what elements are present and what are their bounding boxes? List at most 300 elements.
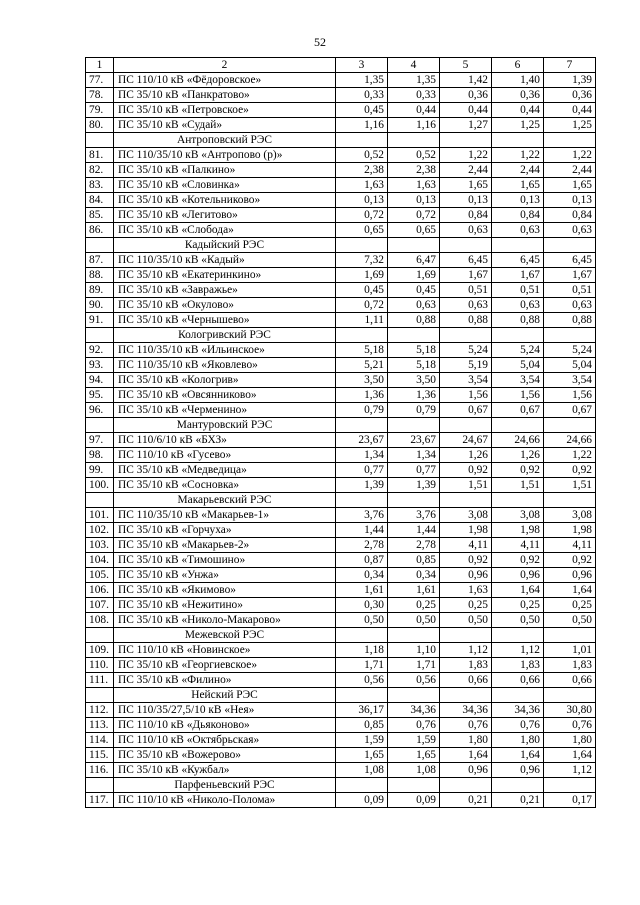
substation-name: ПС 35/10 кВ «Георгиевское» [114,658,336,673]
value-col-3: 1,36 [336,388,388,403]
group-header-row [86,688,596,703]
group-empty-cell [492,628,544,643]
value-col-7: 5,04 [544,358,596,373]
table-row [86,463,596,478]
value-col-3: 1,71 [336,658,388,673]
row-number: 97. [86,433,114,448]
value-col-3: 0,72 [336,298,388,313]
value-col-3: 0,79 [336,403,388,418]
row-number: 92. [86,343,114,358]
value-col-7: 1,83 [544,658,596,673]
value-col-6: 0,92 [492,553,544,568]
substation-name: ПС 35/10 кВ «Завражье» [114,283,336,298]
value-col-5: 0,76 [440,718,492,733]
substation-name: ПС 35/10 кВ «Черменино» [114,403,336,418]
value-col-3: 1,34 [336,448,388,463]
group-empty-cell [86,688,114,703]
substation-name: ПС 110/10 кВ «Фёдоровское» [114,73,336,88]
value-col-3: 0,13 [336,193,388,208]
value-col-4: 1,59 [388,733,440,748]
value-col-3: 1,16 [336,118,388,133]
group-empty-cell [492,238,544,253]
value-col-5: 0,96 [440,568,492,583]
value-col-3: 0,34 [336,568,388,583]
value-col-7: 1,67 [544,268,596,283]
substation-name: ПС 35/10 кВ «Николо-Макарово» [114,613,336,628]
value-col-5: 0,63 [440,223,492,238]
district-name: Антроповский РЭС [114,133,336,148]
group-empty-cell [86,238,114,253]
value-col-4: 0,52 [388,148,440,163]
value-col-5: 1,80 [440,733,492,748]
value-col-4: 2,78 [388,538,440,553]
group-empty-cell [544,238,596,253]
table-row [86,763,596,778]
substation-name: ПС 110/35/10 кВ «Ильинское» [114,343,336,358]
value-col-7: 0,13 [544,193,596,208]
table-row [86,793,596,808]
header-cell-col-3: 3 [336,58,388,73]
table-body [86,58,596,808]
value-col-7: 0,51 [544,283,596,298]
value-col-3: 1,65 [336,748,388,763]
group-empty-cell [336,133,388,148]
group-empty-cell [336,688,388,703]
table-row [86,298,596,313]
row-number: 112. [86,703,114,718]
value-col-6: 0,67 [492,403,544,418]
value-col-5: 24,67 [440,433,492,448]
table-row [86,703,596,718]
row-number: 88. [86,268,114,283]
district-name: Кологривский РЭС [114,328,336,343]
group-empty-cell [492,418,544,433]
value-col-7: 4,11 [544,538,596,553]
substation-name: ПС 35/10 кВ «Словинка» [114,178,336,193]
table-row [86,313,596,328]
row-number: 87. [86,253,114,268]
value-col-3: 1,44 [336,523,388,538]
row-number: 81. [86,148,114,163]
substation-name: ПС 35/10 кВ «Кологрив» [114,373,336,388]
value-col-5: 1,26 [440,448,492,463]
value-col-3: 1,39 [336,478,388,493]
value-col-5: 1,51 [440,478,492,493]
value-col-5: 1,63 [440,583,492,598]
substation-name: ПС 35/10 кВ «Тимошино» [114,553,336,568]
row-number: 85. [86,208,114,223]
group-empty-cell [336,418,388,433]
substation-name: ПС 35/10 кВ «Медведица» [114,463,336,478]
table-row [86,658,596,673]
row-number: 114. [86,733,114,748]
value-col-7: 1,64 [544,748,596,763]
value-col-4: 1,61 [388,583,440,598]
value-col-3: 23,67 [336,433,388,448]
value-col-4: 0,09 [388,793,440,808]
value-col-3: 0,52 [336,148,388,163]
substation-load-table [85,57,596,808]
value-col-3: 2,78 [336,538,388,553]
table-row [86,748,596,763]
group-empty-cell [336,493,388,508]
row-number: 77. [86,73,114,88]
value-col-6: 5,24 [492,343,544,358]
substation-name: ПС 35/10 кВ «Окулово» [114,298,336,313]
value-col-3: 1,69 [336,268,388,283]
group-empty-cell [544,778,596,793]
group-empty-cell [388,328,440,343]
table-row [86,73,596,88]
value-col-4: 1,34 [388,448,440,463]
table-row [86,403,596,418]
value-col-5: 1,22 [440,148,492,163]
table-row [86,583,596,598]
value-col-5: 0,51 [440,283,492,298]
row-number: 78. [86,88,114,103]
group-empty-cell [544,688,596,703]
value-col-4: 1,39 [388,478,440,493]
table-row [86,193,596,208]
value-col-7: 0,66 [544,673,596,688]
value-col-7: 0,92 [544,553,596,568]
group-empty-cell [86,133,114,148]
row-number: 80. [86,118,114,133]
group-empty-cell [492,328,544,343]
table-row [86,253,596,268]
value-col-3: 1,18 [336,643,388,658]
table-row [86,673,596,688]
value-col-7: 3,08 [544,508,596,523]
value-col-6: 1,64 [492,748,544,763]
value-col-7: 0,25 [544,598,596,613]
value-col-7: 1,98 [544,523,596,538]
value-col-6: 1,22 [492,148,544,163]
substation-name: ПС 110/10 кВ «Новинское» [114,643,336,658]
value-col-4: 5,18 [388,343,440,358]
value-col-6: 1,26 [492,448,544,463]
group-empty-cell [440,778,492,793]
value-col-3: 0,09 [336,793,388,808]
table-row [86,733,596,748]
table-row [86,163,596,178]
group-empty-cell [492,133,544,148]
value-col-3: 2,38 [336,163,388,178]
value-col-5: 6,45 [440,253,492,268]
value-col-6: 1,98 [492,523,544,538]
group-header-row [86,778,596,793]
row-number: 90. [86,298,114,313]
value-col-4: 0,79 [388,403,440,418]
value-col-7: 0,63 [544,223,596,238]
value-col-3: 0,50 [336,613,388,628]
group-empty-cell [544,493,596,508]
row-number: 100. [86,478,114,493]
value-col-5: 1,42 [440,73,492,88]
value-col-5: 1,12 [440,643,492,658]
value-col-4: 1,65 [388,748,440,763]
substation-name: ПС 110/10 кВ «Николо-Полома» [114,793,336,808]
value-col-7: 0,76 [544,718,596,733]
value-col-5: 0,88 [440,313,492,328]
value-col-6: 0,92 [492,463,544,478]
value-col-5: 1,98 [440,523,492,538]
value-col-7: 1,01 [544,643,596,658]
table-row [86,103,596,118]
table-row [86,358,596,373]
value-col-6: 0,88 [492,313,544,328]
group-empty-cell [440,238,492,253]
table-row [86,448,596,463]
value-col-6: 34,36 [492,703,544,718]
substation-load-table-container [85,57,596,808]
group-empty-cell [544,628,596,643]
row-number: 116. [86,763,114,778]
value-col-6: 1,12 [492,643,544,658]
substation-name: ПС 35/10 кВ «Овсянниково» [114,388,336,403]
table-row [86,433,596,448]
value-col-7: 0,63 [544,298,596,313]
substation-name: ПС 35/10 кВ «Макарьев-2» [114,538,336,553]
value-col-7: 1,80 [544,733,596,748]
table-row [86,223,596,238]
table-row [86,268,596,283]
value-col-3: 3,76 [336,508,388,523]
value-col-5: 0,92 [440,463,492,478]
value-col-3: 0,45 [336,283,388,298]
value-col-4: 1,44 [388,523,440,538]
table-row [86,373,596,388]
value-col-7: 1,22 [544,148,596,163]
district-name: Нейский РЭС [114,688,336,703]
value-col-4: 0,45 [388,283,440,298]
substation-name: ПС 35/10 кВ «Котельниково» [114,193,336,208]
value-col-5: 3,08 [440,508,492,523]
row-number: 91. [86,313,114,328]
group-header-row [86,133,596,148]
group-empty-cell [492,493,544,508]
table-row [86,553,596,568]
value-col-5: 0,63 [440,298,492,313]
row-number: 79. [86,103,114,118]
value-col-4: 3,76 [388,508,440,523]
group-empty-cell [440,418,492,433]
value-col-4: 0,56 [388,673,440,688]
value-col-4: 0,85 [388,553,440,568]
row-number: 107. [86,598,114,613]
substation-name: ПС 35/10 кВ «Кужбал» [114,763,336,778]
table-row [86,508,596,523]
row-number: 108. [86,613,114,628]
row-number: 84. [86,193,114,208]
substation-name: ПС 35/10 кВ «Якимово» [114,583,336,598]
value-col-5: 1,56 [440,388,492,403]
row-number: 89. [86,283,114,298]
group-empty-cell [388,418,440,433]
group-empty-cell [388,628,440,643]
value-col-7: 0,36 [544,88,596,103]
group-empty-cell [492,778,544,793]
substation-name: ПС 110/35/10 кВ «Макарьев-1» [114,508,336,523]
value-col-7: 3,54 [544,373,596,388]
row-number: 111. [86,673,114,688]
row-number: 82. [86,163,114,178]
value-col-6: 0,63 [492,298,544,313]
row-number: 83. [86,178,114,193]
row-number: 110. [86,658,114,673]
row-number: 105. [86,568,114,583]
value-col-7: 1,64 [544,583,596,598]
group-empty-cell [440,328,492,343]
value-col-4: 0,76 [388,718,440,733]
table-row [86,568,596,583]
value-col-6: 0,76 [492,718,544,733]
group-empty-cell [440,493,492,508]
row-number: 102. [86,523,114,538]
row-number: 103. [86,538,114,553]
value-col-6: 1,25 [492,118,544,133]
value-col-3: 0,56 [336,673,388,688]
substation-name: ПС 110/10 кВ «Гусево» [114,448,336,463]
header-cell-col-5: 5 [440,58,492,73]
group-empty-cell [336,778,388,793]
value-col-6: 6,45 [492,253,544,268]
row-number: 95. [86,388,114,403]
value-col-5: 1,83 [440,658,492,673]
value-col-7: 0,44 [544,103,596,118]
value-col-6: 3,54 [492,373,544,388]
group-empty-cell [544,418,596,433]
value-col-4: 0,65 [388,223,440,238]
value-col-6: 0,96 [492,568,544,583]
value-col-4: 0,77 [388,463,440,478]
value-col-5: 4,11 [440,538,492,553]
value-col-7: 6,45 [544,253,596,268]
value-col-3: 1,59 [336,733,388,748]
substation-name: ПС 110/35/10 кВ «Кадый» [114,253,336,268]
value-col-6: 0,36 [492,88,544,103]
value-col-3: 1,63 [336,178,388,193]
value-col-7: 0,50 [544,613,596,628]
value-col-7: 2,44 [544,163,596,178]
value-col-5: 1,67 [440,268,492,283]
table-row [86,283,596,298]
row-number: 94. [86,373,114,388]
value-col-7: 1,51 [544,478,596,493]
value-col-6: 0,25 [492,598,544,613]
value-col-7: 0,96 [544,568,596,583]
row-number: 106. [86,583,114,598]
value-col-5: 3,54 [440,373,492,388]
group-empty-cell [440,628,492,643]
value-col-4: 1,71 [388,658,440,673]
row-number: 86. [86,223,114,238]
value-col-4: 0,25 [388,598,440,613]
value-col-4: 1,36 [388,388,440,403]
value-col-3: 5,21 [336,358,388,373]
value-col-7: 0,17 [544,793,596,808]
substation-name: ПС 35/10 кВ «Палкино» [114,163,336,178]
group-empty-cell [336,628,388,643]
district-name: Кадыйский РЭС [114,238,336,253]
value-col-5: 1,65 [440,178,492,193]
group-empty-cell [388,493,440,508]
value-col-6: 5,04 [492,358,544,373]
substation-name: ПС 35/10 кВ «Унжа» [114,568,336,583]
value-col-5: 0,96 [440,763,492,778]
value-col-5: 1,64 [440,748,492,763]
table-row [86,613,596,628]
header-cell-col-2: 2 [114,58,336,73]
row-number: 104. [86,553,114,568]
group-empty-cell [544,328,596,343]
value-col-6: 0,63 [492,223,544,238]
header-cell-col-6: 6 [492,58,544,73]
table-row [86,343,596,358]
value-col-3: 0,65 [336,223,388,238]
value-col-4: 0,13 [388,193,440,208]
value-col-6: 0,50 [492,613,544,628]
value-col-4: 1,63 [388,178,440,193]
value-col-3: 5,18 [336,343,388,358]
value-col-4: 1,35 [388,73,440,88]
value-col-5: 0,67 [440,403,492,418]
value-col-5: 0,50 [440,613,492,628]
group-empty-cell [86,628,114,643]
table-row [86,643,596,658]
header-cell-col-1: 1 [86,58,114,73]
value-col-3: 0,45 [336,103,388,118]
value-col-6: 0,21 [492,793,544,808]
substation-name: ПС 35/10 кВ «Слобода» [114,223,336,238]
value-col-3: 7,32 [336,253,388,268]
substation-name: ПС 110/35/10 кВ «Антропово (р)» [114,148,336,163]
value-col-5: 0,36 [440,88,492,103]
substation-name: ПС 110/35/27,5/10 кВ «Нея» [114,703,336,718]
value-col-4: 1,10 [388,643,440,658]
value-col-3: 0,72 [336,208,388,223]
substation-name: ПС 110/35/10 кВ «Яковлево» [114,358,336,373]
value-col-3: 1,35 [336,73,388,88]
value-col-7: 0,88 [544,313,596,328]
table-row [86,148,596,163]
substation-name: ПС 35/10 кВ «Филино» [114,673,336,688]
value-col-4: 0,88 [388,313,440,328]
value-col-7: 24,66 [544,433,596,448]
substation-name: ПС 35/10 кВ «Петровское» [114,103,336,118]
substation-name: ПС 35/10 кВ «Горчуха» [114,523,336,538]
value-col-6: 2,44 [492,163,544,178]
district-name: Парфеньевский РЭС [114,778,336,793]
value-col-3: 1,61 [336,583,388,598]
group-empty-cell [544,133,596,148]
value-col-4: 0,44 [388,103,440,118]
group-empty-cell [440,133,492,148]
table-row [86,88,596,103]
value-col-4: 3,50 [388,373,440,388]
group-empty-cell [492,688,544,703]
group-empty-cell [86,493,114,508]
header-cell-col-7: 7 [544,58,596,73]
value-col-6: 0,51 [492,283,544,298]
value-col-6: 1,51 [492,478,544,493]
group-empty-cell [336,328,388,343]
table-row [86,208,596,223]
value-col-4: 6,47 [388,253,440,268]
row-number: 115. [86,748,114,763]
table-row [86,118,596,133]
value-col-5: 0,44 [440,103,492,118]
